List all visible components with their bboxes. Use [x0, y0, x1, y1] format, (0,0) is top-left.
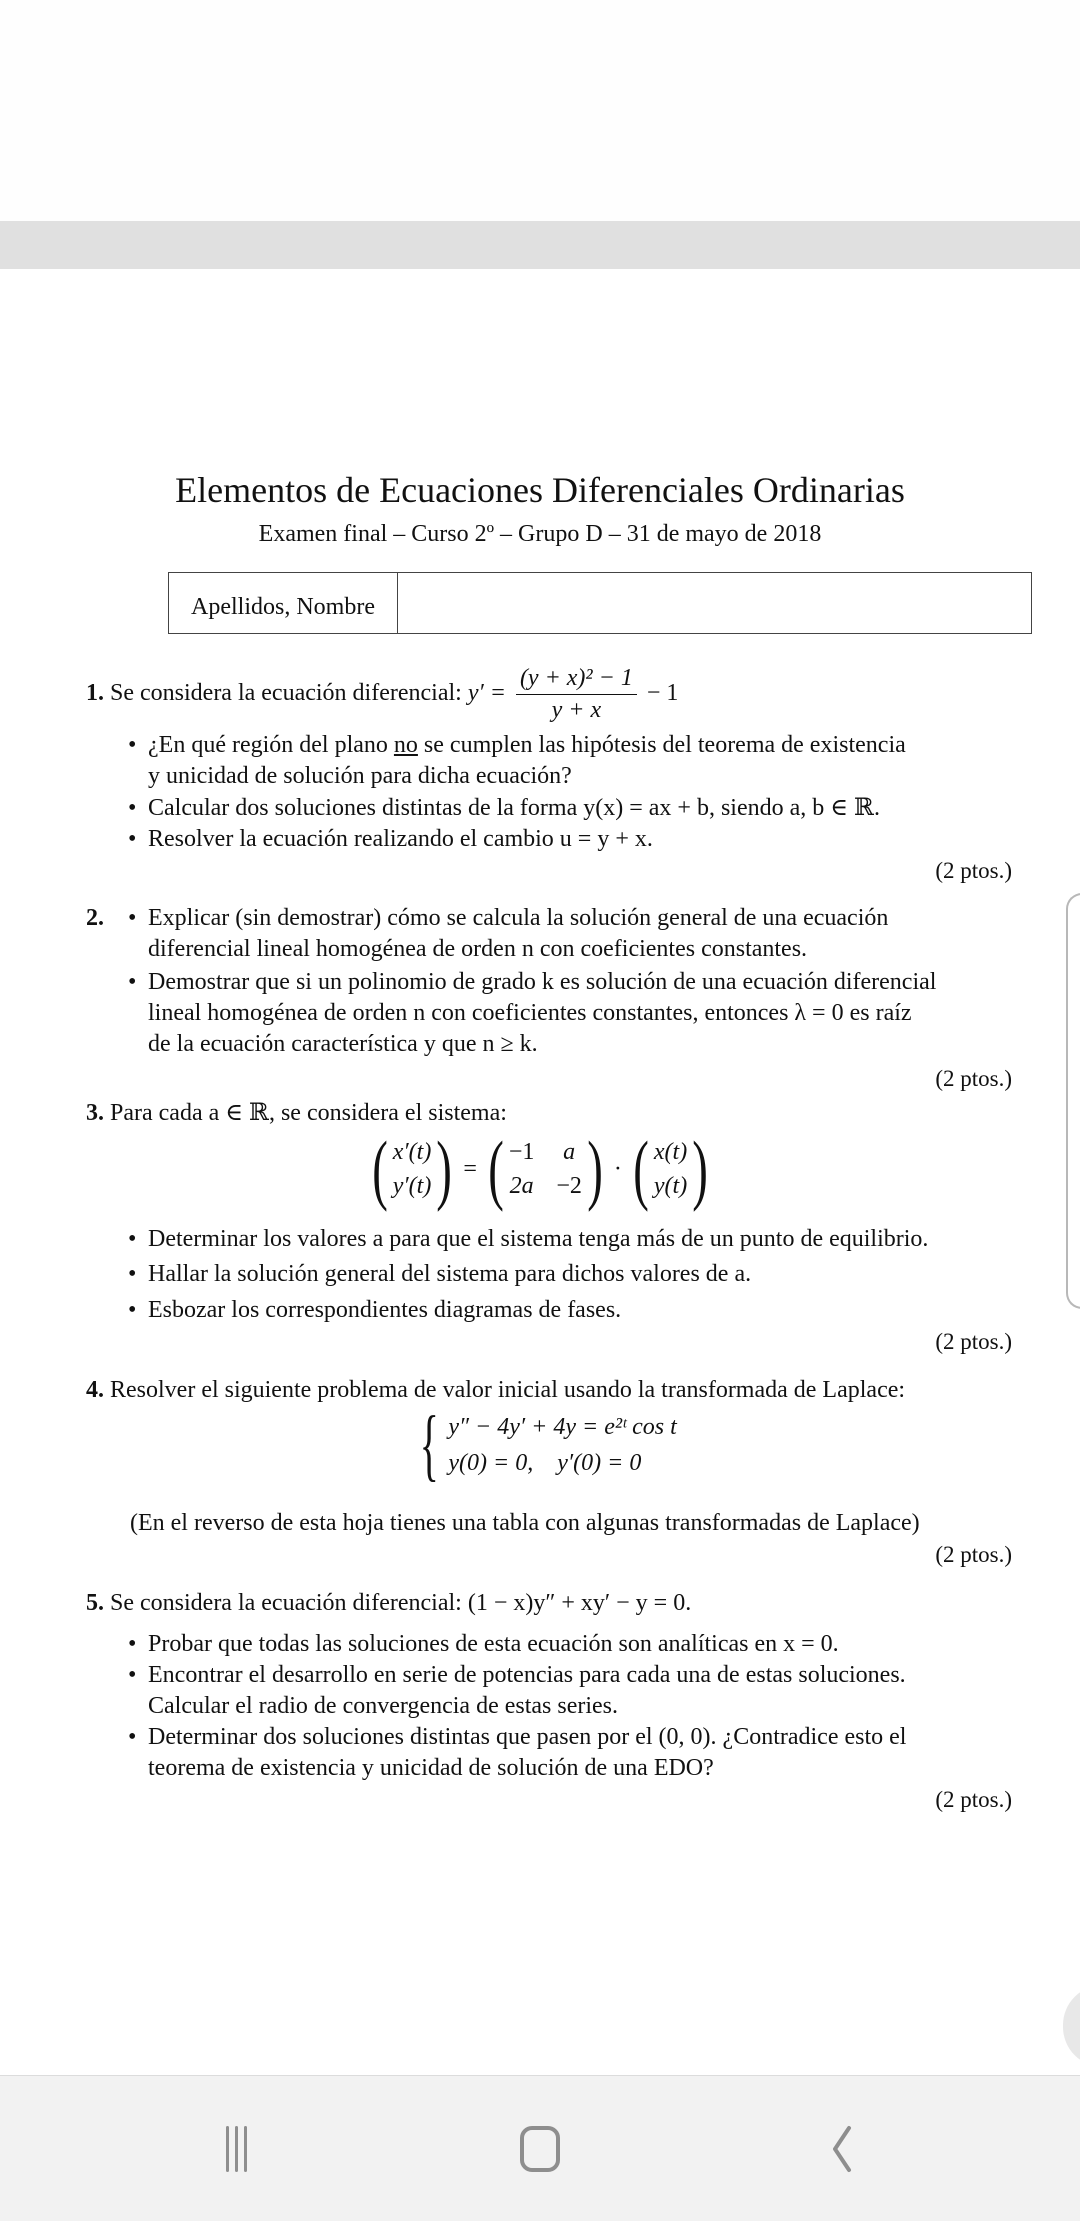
- document-title: Elementos de Ecuaciones Diferenciales Ordinarias: [175, 470, 905, 510]
- back-button[interactable]: [782, 2076, 902, 2221]
- system-conditions: y(0) = 0, y′(0) = 0: [448, 1450, 642, 1476]
- back-icon: [831, 2125, 853, 2173]
- bullet-text: Explicar (sin demostrar) cómo se calcula la solución general de una ecuación: [148, 905, 889, 931]
- bullet-text-line2: y unicidad de solución para dicha ecuación?: [148, 763, 572, 789]
- bullet-text-line2: lineal homogénea de orden n con coeficientes constantes, entonces λ = 0 es raíz: [148, 1000, 912, 1026]
- right-paren: ): [587, 1125, 603, 1212]
- bullet-icon: •: [128, 1724, 137, 1750]
- question-number: 5.: [86, 1590, 104, 1616]
- bullet-text-line2: Calcular el radio de convergencia de estas series.: [148, 1693, 619, 1719]
- vector-entry: y(t): [653, 1173, 688, 1199]
- question-3-bullet-1: [128, 1224, 928, 1255]
- question-number: 4.: [86, 1377, 104, 1403]
- name-label: Apellidos, Nombre: [169, 573, 398, 633]
- edge-panel-handle[interactable]: [1066, 893, 1080, 1309]
- question-number: 1.: [86, 680, 104, 707]
- coefficient-matrix: [483, 1125, 608, 1212]
- bullet-text: ¿En qué región del plano: [148, 732, 394, 758]
- left-paren: (: [633, 1125, 649, 1212]
- bullet-text-line2: teorema de existencia y unicidad de solución de una EDO?: [148, 1755, 714, 1781]
- question-5-bullet-2: [128, 1660, 906, 1722]
- name-box: [168, 572, 1032, 634]
- bullet-icon: •: [128, 969, 137, 995]
- matrix-entry: −2: [556, 1173, 582, 1199]
- bullet-icon: •: [128, 1226, 137, 1252]
- top-blank-area: [0, 0, 1080, 221]
- vector-entry: x′(t): [392, 1139, 432, 1165]
- initial-value-system: [410, 1401, 677, 1489]
- matrix-equation: [0, 1125, 1080, 1212]
- question-3-bullet-3: [128, 1295, 621, 1326]
- question-5-bullet-1: [128, 1629, 839, 1660]
- bullet-text: Esbozar los correspondientes diagramas de fases.: [148, 1297, 622, 1323]
- question-4-points: (2 ptos.): [935, 1542, 1012, 1567]
- equation-lhs: y′ =: [467, 680, 512, 707]
- bullet-text: se cumplen las hipótesis del teorema de existencia: [417, 732, 906, 758]
- question-5-bullet-3: [128, 1722, 906, 1784]
- bullet-text-line2: diferencial lineal homogénea de orden n con coeficientes constantes.: [148, 936, 808, 962]
- question-number: 3.: [86, 1100, 104, 1126]
- bullet-text: Determinar dos soluciones distintas que pasen por el (0, 0). ¿Contradice esto el: [148, 1724, 907, 1750]
- recents-icon: [226, 2126, 247, 2172]
- question-5-points: (2 ptos.): [935, 1787, 1012, 1812]
- home-button[interactable]: [480, 2076, 600, 2221]
- lhs-vector: [367, 1125, 458, 1212]
- bullet-text: Calcular dos soluciones distintas de la forma y(x) = ax + b, siendo a, b ∈ ℝ.: [148, 795, 880, 821]
- recents-button[interactable]: [176, 2076, 296, 2221]
- bullet-icon: •: [128, 1297, 137, 1323]
- vector-entry: y′(t): [392, 1173, 432, 1199]
- equals-sign: =: [463, 1155, 477, 1182]
- question-3-points: (2 ptos.): [935, 1329, 1012, 1354]
- bullet-text: Hallar la solución general del sistema para dichos valores de a.: [148, 1261, 752, 1287]
- bullet-icon: •: [128, 905, 137, 931]
- question-intro: Se considera la ecuación diferencial: (1 − x)y″ + xy′ − y = 0.: [110, 1590, 692, 1616]
- bullet-icon: •: [128, 732, 137, 758]
- name-field[interactable]: [398, 573, 1031, 633]
- bullet-text: Resolver la ecuación realizando el cambio u = y + x.: [148, 826, 653, 852]
- left-paren: (: [371, 1125, 388, 1212]
- question-3-bullet-2: [128, 1259, 751, 1290]
- bullet-icon: •: [128, 1662, 137, 1688]
- bullet-text: Probar que todas las soluciones de esta ecuación son analíticas en x = 0.: [148, 1631, 839, 1657]
- document-subtitle: Examen final – Curso 2º – Grupo D – 31 de mayo de 2018: [258, 521, 822, 547]
- viewer-gap-band: [0, 221, 1080, 269]
- bullet-text-line3: de la ecuación característica y que n ≥ k.: [148, 1031, 538, 1057]
- question-1-bullet-1: [128, 730, 1028, 792]
- matrix-entry: 2a: [509, 1173, 534, 1199]
- question-number: 2.: [86, 905, 104, 931]
- question-1-bullet-2: [128, 793, 880, 824]
- question-5: [86, 1588, 1014, 1619]
- left-brace: {: [419, 1401, 439, 1489]
- bullet-icon: •: [128, 1631, 137, 1657]
- equation-rhs: − 1: [640, 680, 679, 707]
- underlined-word: no: [393, 732, 418, 758]
- question-intro: Para cada a ∈ ℝ, se considera el sistema:: [110, 1100, 507, 1126]
- vector-entry: x(t): [653, 1139, 688, 1165]
- rhs-vector: [628, 1125, 713, 1212]
- question-2-bullet-1: [128, 903, 888, 965]
- question-4-note: (En el reverso de esta hoja tienes una tabla con algunas transformadas de Laplace): [130, 1510, 920, 1536]
- navigation-bar: [0, 2075, 1080, 2221]
- bullet-icon: •: [128, 826, 137, 852]
- bullet-text: Determinar los valores a para que el sistema tenga más de un punto de equilibrio.: [148, 1226, 929, 1252]
- question-2-bullet-2: [128, 967, 936, 1060]
- home-icon: [520, 2126, 560, 2172]
- fraction-numerator: (y + x)² − 1: [516, 663, 637, 695]
- bullet-text: Encontrar el desarrollo en serie de potencias para cada una de estas soluciones.: [148, 1662, 906, 1688]
- question-intro: Se considera la ecuación diferencial:: [110, 680, 468, 707]
- right-paren: ): [436, 1125, 453, 1212]
- right-paren: ): [692, 1125, 709, 1212]
- question-3: [86, 1098, 1014, 1129]
- bullet-text: Demostrar que si un polinomio de grado k es solución de una ecuación diferencial: [148, 969, 937, 995]
- bullet-icon: •: [128, 795, 137, 821]
- bullet-icon: •: [128, 1261, 137, 1287]
- question-2-points: (2 ptos.): [935, 1066, 1012, 1091]
- question-1: [86, 663, 1014, 726]
- system-equation: y″ − 4y′ + 4y = e²ᵗ cos t: [448, 1414, 677, 1440]
- dot-operator: ·: [613, 1155, 622, 1182]
- fraction-denominator: y + x: [551, 697, 602, 723]
- matrix-entry: a: [563, 1139, 576, 1165]
- question-1-points: (2 ptos.): [935, 858, 1012, 883]
- matrix-entry: −1: [508, 1139, 535, 1165]
- question-intro: Resolver el siguiente problema de valor inicial usando la transformada de Laplace:: [110, 1377, 906, 1403]
- question-1-bullet-3: [128, 824, 653, 855]
- question-4: [86, 1375, 1014, 1406]
- left-paren: (: [488, 1125, 504, 1212]
- fraction: [516, 663, 637, 726]
